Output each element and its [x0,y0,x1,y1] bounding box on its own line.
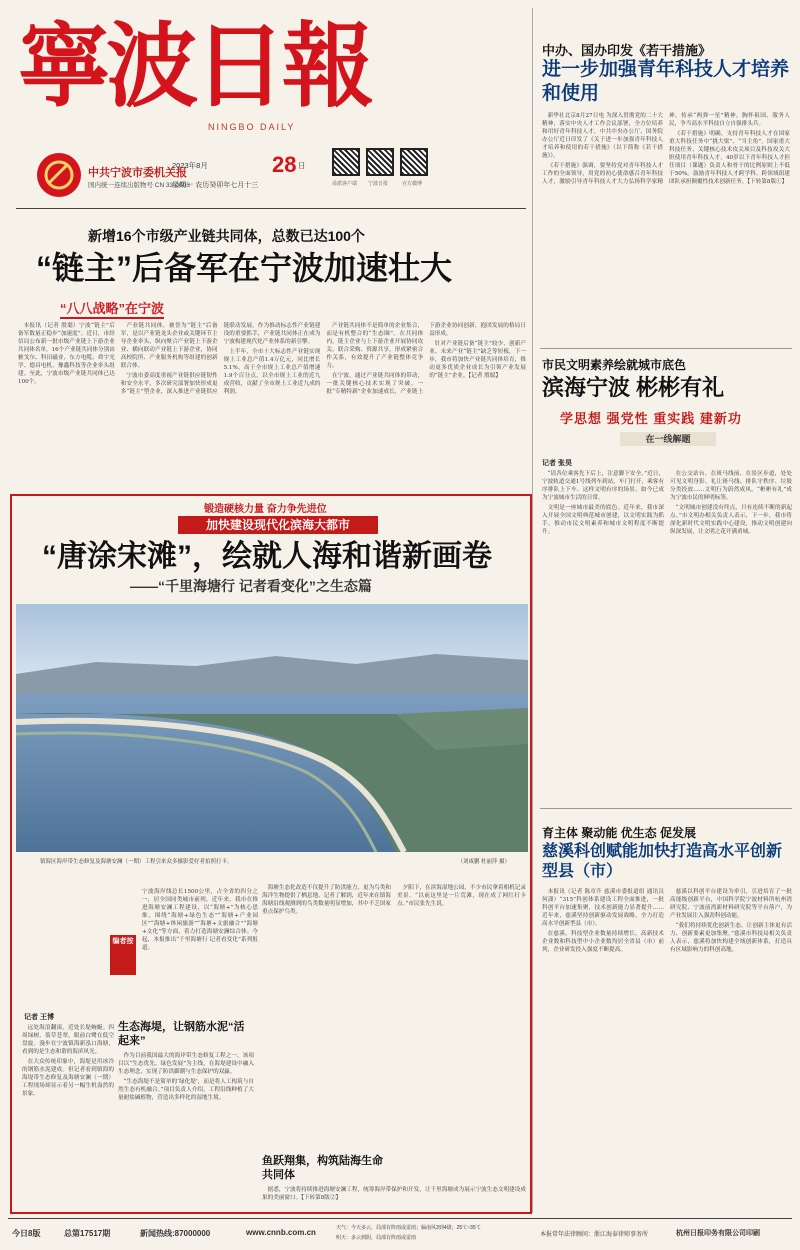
qr-label: 甬派客户端 [332,181,358,187]
paragraph: 针对产业链后备“链主”较少、创新产业、未来产业“链主”缺乏等短板，下一步，我市将加快产业链共同体培育，推动更多优质企业成长为引领产业发展的“链主”企业。【记者 殷聪】 [429,341,526,379]
right-mid-body [542,470,792,800]
feature-subhead: ——“千里海塘行 记者看变化”之生态篇 [130,578,372,594]
qr-code-icon[interactable] [332,148,360,176]
paragraph: 新华社北京8月27日电 为深入贯彻党的二十大精神，落实中央人才工作会议部署，全方位培养和用好青年科技人才，中共中央办公厅、国务院办公厅近日印发了《关于进一步加强青年科技人才培养和使用的若干措施》（以下简称《若干措施》）。 [542,113,663,159]
footer [0,1222,800,1246]
footer-printer: 杭州日报印务有限公司印刷 [676,1230,760,1237]
paragraph: 在慈溪，科技型企业数量持续增长，高新技术企业数和科技型中小企业数均居全省县（市）前列，企业研发投入强度不断提高。 [542,931,664,953]
paragraph: 《若干措施》明确，支持青年科技人才在国家重大科技任务中“挑大梁”、“当主角”。国家重大科技任务、关键核心技术攻关项目及科技攻关大胆使用青年科技人才，40岁以下青年科技人才担任项目（课题）负责人和骨干的比例原则上不低于50%。鼓励青年科技人才跨学科、跨领域组建团队承担颠覆性技术创新任务。【下转第8版①】 [669,131,790,185]
feature-body-col1 [22,1024,114,1210]
feature-body-col4 [262,1186,526,1210]
masthead-rule [16,208,526,209]
feature-subhead-1: 生态海堤，让钢筋水泥“活起来” [118,1021,245,1047]
qr-code-icon[interactable] [366,148,394,176]
section-rule [540,808,792,809]
footer-hotline: 新闻热线:87000000 [140,1229,211,1238]
paragraph: “请各位乘客先下后上，注意脚下安全。”近日，宁波轨道交通1号线列车到站，车门打开，乘客有序排队上下车。这样文明有序的场景，如今已成为宁波城市生活的日常。 [542,471,664,501]
paragraph: 在大众传统印象中，海堤是用冰冷的钢筋水泥建成。但记者看到镇海的海堤带生态修复及海塘安澜（一期）工程现场却显示着另一幅生机盎然的景象。 [22,1059,114,1097]
paragraph: 海塘生态化改造不仅提升了防洪能力，更为鸟类和海洋生物提供了栖息地。记者了解到，近年来在镇海海塘沿线观测到的鸟类数量明显增加，其中不乏国家重点保护鸟类。 [262,885,391,915]
feature-subhead-2: 鱼跃翔集，构筑陆海生命共同体 [262,1155,383,1181]
weekday-lunar: 星期一 农历癸卯年七月十三 [172,181,259,189]
photo-caption: 镇海区海岸带生态修复及海塘安澜（一期）工程引来众多摄影爱好者拍照打卡。 [40,859,233,865]
paragraph: 远处海浪翻滚，近处长堤蜿蜒。四周绿树、蓊草苍翠，眼前白鹭在低空盘旋。漫步在宁波镇海新泓口海塘，看到的是生态和谐的海滨风光。 [22,1025,114,1055]
right-top-headline: 进一步加强青年科技人才培养和使用 [542,59,790,104]
paragraph: 产业链共同体，被誉为“链主”后备军，是以产业链龙头企业或关键环节主导企业牵头，纵向聚合产业链上下游企业、横向联动产业链上下游企业，协同高校院所、产业服务机构等组建的创新联合体。 [120,323,218,369]
footer-issue: 总第17517期 [64,1229,111,1238]
right-mid-headline: 滨海宁波 彬彬有礼 [542,375,725,400]
qr-code-icon[interactable] [400,148,428,176]
coastal-photo [16,604,528,852]
masthead-title: 寧波日報 [18,12,371,120]
footer-tomorrow: 明天：多云到阴，局部有阵雨或雷雨 [336,1235,417,1241]
footer-rule [8,1218,792,1219]
lead-body [18,322,526,490]
feature-body-col2 [118,1052,254,1210]
issue-date: 2023年8月 [172,161,208,170]
column-tag: “八八战略”在宁波 [60,298,164,319]
right-bottom-headline: 慈溪科创赋能加快打造高水平创新型县（市） [542,843,783,880]
paragraph: 文明是一座城市最美的底色。近年来，我市深入开展全国文明典范城市创建，以文明实践为抓手，推动市民文明素养和城市文明程度不断提升。 [542,505,664,535]
right-bottom-body [542,888,792,1214]
paragraph: 慈溪以科创平台建设为牵引，引进培育了一批高能级创新平台，中国科学院宁波材料所杭州湾研究院、宁波前湾新材料研究院等平台落户，为产业发展注入强劲科创动能。 [670,889,792,919]
paragraph: 夕阳下，在滨海湿地公园，不少市民拿着相机记录美景。“以前这里是一片荒滩，现在成了网红打卡点。”市民张先生说。 [397,885,526,907]
right-mid-kicker: 市民文明素养绘就城市底色 [542,358,687,372]
paragraph: 本报讯（记者 陈章升 慈溪市委报道组 通讯员 何潇）“315”科创体系建设工程全面推进，一批科创平台加速集聚，技术创新能力显著提升……近年来，慈溪坚持创新驱动发展战略，全力打造高水平创新型县（市）。 [542,889,664,927]
footer-ad: 本报常年法律顾问：浙江海泰律师事务所 [540,1232,649,1238]
feature-body-col3 [262,884,526,1150]
party-org: 中共宁波市委机关报 [88,167,187,179]
feature-byline: 记者 王博 [24,1014,54,1021]
editor-note-stamp: 编者按 [110,935,136,975]
editor-note: 宁波海岸线总长1500公里，占全省的四分之一，居全国同类城市前列。近年来，我市在推进海塘安澜工程建设，以“海塘+”为核心思维，围绕“海塘+绿色生态”“海塘+产业园区”“海塘+休闲旅游”“海塘+文旅融合”“海塘+文化”等方面，着力打造海塘安澜综合体。今起，本报推出“千里海塘行 记者看变化”系列报道。 [142,889,258,951]
paragraph: 宁波市委高度重视产业链供应链韧性和安全水平，多次研究部署加快形成更多“链主”型企业，深入推进产业链供应链联动发展。作为推动标志性产业链建设的重要抓手，产业链共同体正在成为宁波构建现代化产业体系的新引擎。 [120,323,321,395]
right-mid-byline: 记者 张昊 [542,460,572,467]
lead-kicker: 新增16个市级产业链共同体，总数已达100个 [88,228,365,244]
paragraph: 在宁波，通过产业链共同体的带动，一批关键核心技术实现了突破，一批“专精特新”企业加速成长，产业链上下游企业协同创新、抱团发展的格局日益形成。 [326,323,526,395]
party-emblem-icon [34,150,84,200]
paragraph: 在公交站台、在斑马线前、在景区步道，处处可见文明身影。礼让斑马线、排队守秩序、垃圾分类投放……文明行为蔚然成风，“彬彬有礼”成为宁波市民的鲜明标签。 [670,471,792,501]
feature-band: 加快建设现代化滨海大都市 [178,516,378,534]
paragraph: 产业链共同体不是简单的企业集合，而是有机整合的“生态圈”。在共同体内，链主企业与上下游企业开展协同攻关、联合采购、资源共享，形成紧密合作关系，有效提升了产业链整体竞争力。 [326,323,424,369]
right-top-kicker: 中办、国办印发《若干措施》 [542,43,712,58]
seawall-photo-icon [16,604,528,852]
cn-number: 国内统一连续出版物号 CN 33-0003 [88,182,190,189]
qr-label: 宁波日报 [368,181,389,187]
photo-credit: （刘咸鹏 杜丽萍 摄） [457,859,510,865]
lead-headline: “链主”后备军在宁波加速壮大 [36,250,453,286]
footer-website[interactable]: www.cnnb.com.cn [246,1228,316,1237]
feature-headline: “唐涂宋滩”，绘就人海和谐新画卷 [42,540,492,573]
issue-day: 28 [272,152,297,177]
column-divider [532,8,533,1213]
paragraph: 上半年，全市十大标志性产业链实现规上工业总产值1.4万亿元，同比增长5.1%，高于全市规上工业总产值增速1.9个百分点，以全市规上工业的近九成营收，贡献了全市规上工业近九成的利润。 [223,349,321,395]
column-band: 在一线解题 [620,432,716,446]
photo-caption-row [40,857,510,865]
qr-label: 官方微博 [402,181,423,187]
paragraph: “我们将持续优化创新生态，让创新主体更有活力、创新要素更加集聚。”慈溪市科技局相关负责人表示，慈溪将加快构建全域创新体系，打造具有区域影响力的科创高地。 [670,923,792,953]
paragraph: 作为目前我国最大的海岸带生态修复工程之一，该项目以“生态优先、绿色发展”为主线，在海堤建设中融入生态理念，实现了防洪御潮与生态保护的双赢。 [118,1053,254,1075]
paragraph: 《若干措施》强调，要坚持党对青年科技人才工作的全面领导，用党的初心使命感召青年科技人才，激励引导青年科技人才大力弘扬科学家精神，传承“两弹一星”精神，胸怀祖国、服务人民，争当高水平科技自立自强排头兵。 [542,113,790,185]
paragraph: 据悉，宁波将持续推进海塘安澜工程，统筹海岸带保护和开发，让千里海塘成为展示宁波生态文明建设成果的美丽窗口。【下转第8版②】 [262,1187,526,1201]
right-bottom-kicker: 育主体 聚动能 优生态 促发展 [542,826,697,840]
right-top-body [542,112,790,344]
campaign-slogan: 学思想 强党性 重实践 建新功 [560,411,742,426]
footer-weather: 天气：今天多云，局部有阵雨或雷雨；偏南风3到4级；25℃~35℃ [336,1225,481,1231]
masthead-english: NINGBO DAILY [208,122,296,132]
section-rule [540,348,792,349]
paragraph: “文明城市创建没有终点，只有连续不断的新起点。”市文明办相关负责人表示，下一步，我市将深化新时代文明实践中心建设，推动文明创建向纵深发展，让文明之花开满甬城。 [670,505,792,535]
feature-kicker: 锻造硬核力量 奋力争先进位 [204,504,327,515]
issue-day-suffix: 日 [298,161,306,170]
footer-pages: 今日8版 [12,1229,41,1238]
paragraph: 本报讯（记者 殷聪）宁波“链主”后备军数量正稳步“加速度”。近日，市经信局公布新一批市级产业链上下游企业共同体名单，16个产业链共同体分别由雅戈尔、科田磁业、东方电缆、舜宇光学、德昌电机、豫鑫科技等企业牵头组建。至此，宁波市级产业链共同体已达100个。 [18,323,115,385]
paragraph: “生态海堤不是简单的‘绿化堤’，而是将人工构筑与自然生态有机融合。”项目负责人介绍，工程沿线种植了大量耐盐碱植物，营造出多样化的湿地生境。 [118,1079,254,1101]
